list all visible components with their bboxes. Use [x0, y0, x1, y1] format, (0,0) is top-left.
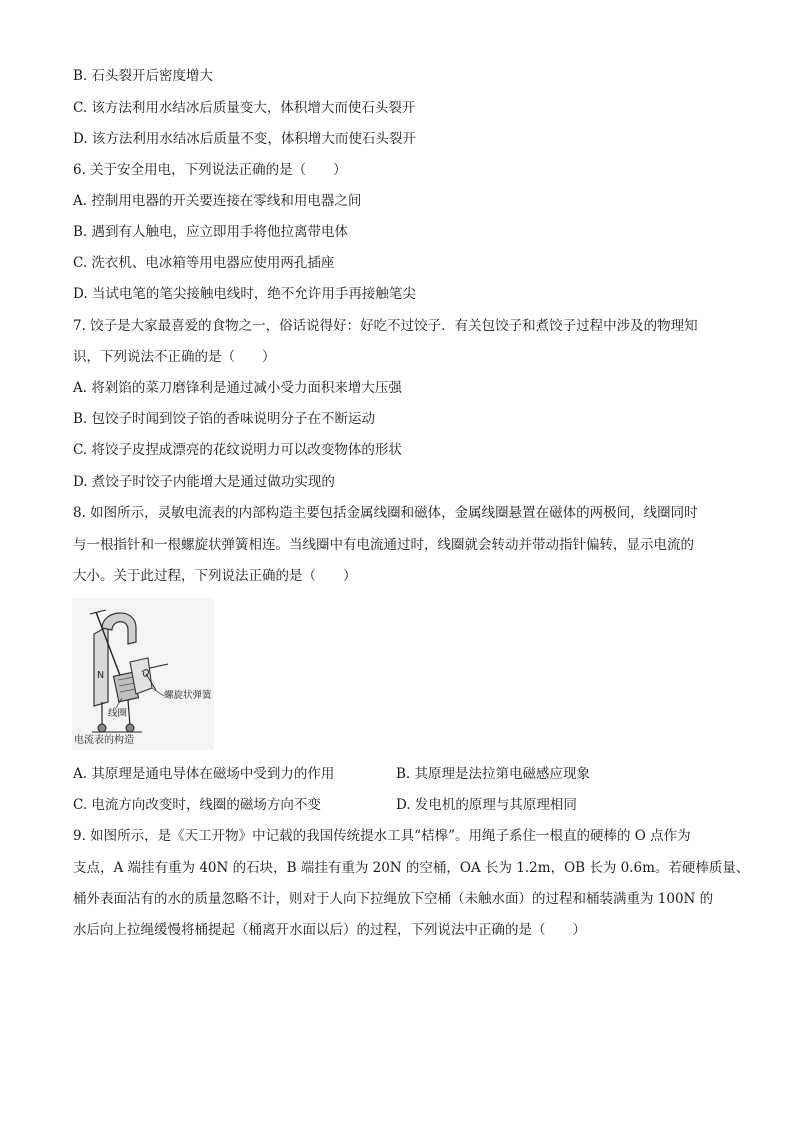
q5-option-c: C. 该方法利用水结冰后质量变大，体积增大而使石头裂开 [73, 100, 416, 116]
q8-option-b: B. 其原理是法拉第电磁感应现象 [396, 766, 591, 782]
q8-stem-line1: 8. 如图所示，灵敏电流表的内部构造主要包括金属线圈和磁体，金属线圈悬置在磁体的两极间，线圈同时 [73, 505, 698, 521]
galvanometer-diagram [72, 598, 214, 750]
q8-option-d: D. 发电机的原理与其原理相同 [396, 797, 577, 813]
q5-option-d: D. 该方法利用水结冰后质量不变，体积增大而使石头裂开 [73, 131, 416, 147]
q9-stem-line4: 水后向上拉绳缓慢将桶提起（桶离开水面以后）的过程，下列说法中正确的是（ ） [73, 922, 586, 938]
q6-option-c: C. 洗衣机、电冰箱等用电器应使用两孔插座 [73, 255, 335, 271]
q8-options-row-1 [73, 764, 733, 784]
terminal-right [126, 724, 134, 732]
q8-stem-line2: 与一根指针和一根螺旋状弹簧相连。当线圈中有电流通过时，线圈就会转动并带动指针偏转，显示电流的 [73, 537, 694, 553]
q7-option-b: B. 包饺子时闻到饺子馅的香味说明分子在不断运动 [73, 411, 376, 427]
label-coil: 线圈 [108, 708, 128, 719]
q6-option-d: D. 当试电笔的笔尖接触电线时，绝不允许用手再接触笔尖 [73, 286, 416, 302]
q6-option-a: A. 控制用电器的开关要连接在零线和用电器之间 [73, 193, 362, 209]
label-north-pole: N [97, 670, 105, 681]
q7-option-a: A. 将剁馅的菜刀磨锋利是通过减小受力面积来增大压强 [73, 380, 402, 396]
q9-stem-line1: 9. 如图所示，是《天工开物》中记载的我国传统提水工具“桔槔”。用绳子系住一根直的硬棒的 O 点作为 [73, 828, 691, 844]
q9-stem-line3: 桶外表面沾有的水的质量忽略不计，则对于人向下拉绳放下空桶（未触水面）的过程和桶装满重为 100N 的 [73, 891, 714, 907]
q7-option-c: C. 将饺子皮捏成漂亮的花纹说明力可以改变物体的形状 [73, 442, 402, 458]
q6-option-b: B. 遇到有人触电，应立即用手将他拉离带电体 [73, 224, 349, 240]
terminal-left [98, 724, 106, 732]
q7-stem-line1: 7. 饺子是大家最喜爱的食物之一，俗话说得好：好吃不过饺子．有关包饺子和煮饺子过程中涉及的物理知 [73, 318, 698, 334]
q8-options-row-2 [73, 795, 733, 815]
label-spiral-spring: 螺旋状弹簧 [164, 690, 212, 701]
q9-stem-line2: 支点，A 端挂有重为 40N 的石块，B 端挂有重为 20N 的空桶，OA 长为 1.2m，OB 长为 0.6m。若硬棒质量、 [73, 860, 750, 876]
q8-option-c: C. 电流方向改变时，线圈的磁场方向不变 [73, 797, 321, 813]
q8-option-a: A. 其原理是通电导体在磁场中受到力的作用 [73, 766, 335, 782]
q7-stem-line2: 识，下列说法不正确的是（ ） [73, 349, 276, 365]
q6-stem: 6. 关于安全用电，下列说法正确的是（ ） [73, 162, 347, 178]
galvanometer-figure [72, 598, 214, 750]
q5-option-b: B. 石头裂开后密度增大 [73, 68, 214, 84]
figure-caption: 电流表的构造 [74, 735, 134, 746]
q7-option-d: D. 煮饺子时饺子内能增大是通过做功实现的 [73, 474, 335, 490]
q8-stem-line3: 大小。关于此过程，下列说法正确的是（ ） [73, 568, 357, 584]
